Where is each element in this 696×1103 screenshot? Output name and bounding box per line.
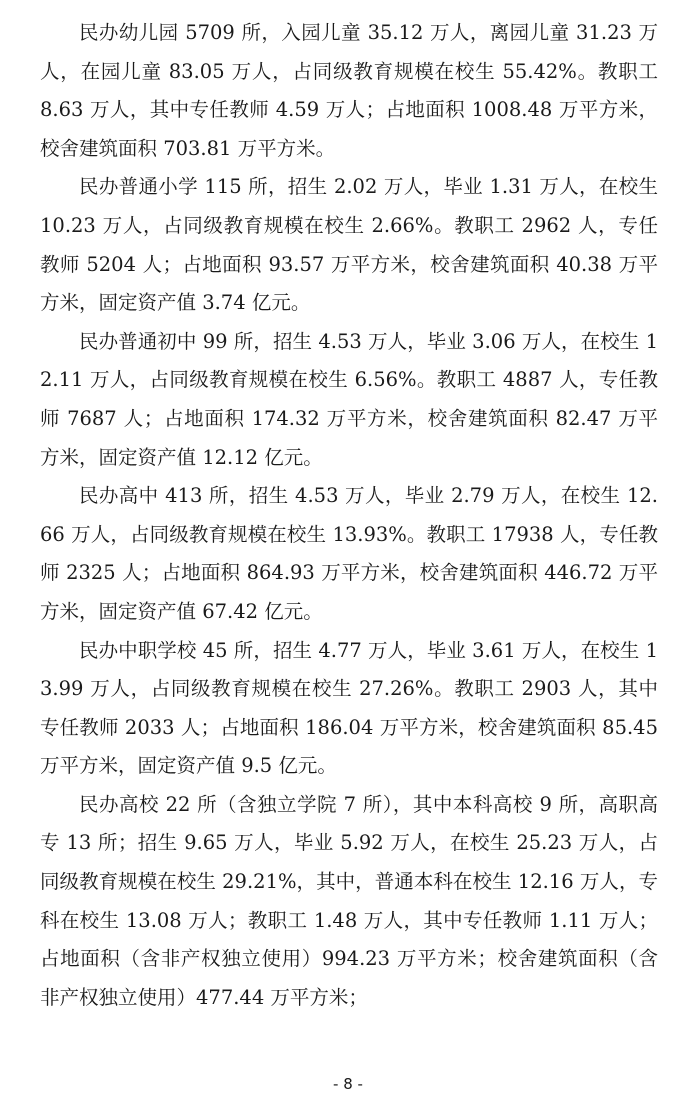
paragraph-private-primary-schools: 民办普通小学 115 所，招生 2.02 万人，毕业 1.31 万人，在校生 10.23 万人，占同级教育规模在校生 2.66%。教职工 2962 人，专任教师 5204 人；占地面积 93.57 万平方米，校舍建筑面积 40.38 万平方米，固定资产值 3.74 亿元。 (40, 175, 658, 315)
page-number: - 8 - (333, 1075, 363, 1093)
paragraph-private-kindergartens: 民办幼儿园 5709 所，入园儿童 35.12 万人，离园儿童 31.23 万人，在园儿童 83.05 万人，占同级教育规模在校生 55.42%。教职工 8.63 万人，其中专任教师 4.59 万人；占地面积 1008.48 万平方米，校舍建筑面积 703.81 万平方米。 (40, 21, 658, 160)
paragraph-private-universities: 民办高校 22 所（含独立学院 7 所），其中本科高校 9 所，高职高专 13 所；招生 9.65 万人，毕业 5.92 万人，在校生 25.23 万人，占同级教育规模在校生 29.21%，其中，普通本科在校生 12.16 万人，专科在校生 13.08 万人；教职工 1.48 万人，其中专任教师 1.11 万人；占地面积（含非产权独立使用）994.23 万平方米；校舍建筑面积（含非产权独立使用）477.44 万平方米； (40, 792, 658, 1009)
document-body (40, 14, 658, 1017)
paragraph-private-junior-middle-schools: 民办普通初中 99 所，招生 4.53 万人，毕业 3.06 万人，在校生 12.11 万人，占同级教育规模在校生 6.56%。教职工 4887 人，专任教师 7687 人；占地面积 174.32 万平方米，校舍建筑面积 82.47 万平方米，固定资产值 12.12 亿元。 (40, 329, 658, 469)
paragraph-private-vocational-schools: 民办中职学校 45 所，招生 4.77 万人，毕业 3.61 万人，在校生 13.99 万人，占同级教育规模在校生 27.26%。教职工 2903 人，其中专任教师 2033 人；占地面积 186.04 万平方米，校舍建筑面积 85.45 万平方米，固定资产值 9.5 亿元。 (40, 638, 658, 778)
paragraph-private-high-schools: 民办高中 413 所，招生 4.53 万人，毕业 2.79 万人，在校生 12.66 万人，占同级教育规模在校生 13.93%。教职工 17938 人，专任教师 2325 人；占地面积 864.93 万平方米，校舍建筑面积 446.72 万平方米，固定资产值 67.42 亿元。 (40, 484, 658, 623)
